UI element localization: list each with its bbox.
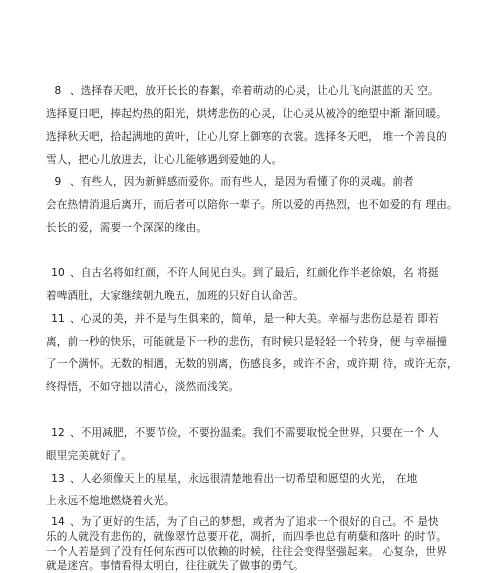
paragraph-8-line-1 [46,84,466,98]
paragraph-10-line-1 [46,266,466,280]
paragraph-number: 9 [54,176,62,188]
paragraph-8-line-3: 选择秋天吧，拾起满地的黄叶，让心儿穿上御寒的衣裳。选择冬天吧， 堆一个善良的 [46,131,448,143]
paragraph-text: 、自古名将如红颜，不许人间见白头。到了最后，红颜化作半老徐娘，名 将挺 [70,267,439,279]
paragraph-text: 、心灵的美，并不是与生俱来的，简单，是一种大美。幸福与悲伤总是若 即若 [70,313,439,325]
paragraph-8-line-4: 雪人，把心儿放进去，让心儿能够遇到爱她的人。 [46,154,283,166]
paragraph-11-line-1 [46,312,466,326]
paragraph-13-line-2: 上永远不熄地燃烧着火光。 [46,495,175,507]
paragraph-10-line-2: 着啤酒肚，大家继续朝九晚五，加班的只好自认命苦。 [46,290,304,302]
paragraph-text: 、选择春天吧，放开长长的春絮，牵着萌动的心灵，让心儿飞向湛蓝的天 空。 [70,85,439,97]
paragraph-number: 11 [51,313,65,325]
paragraph-number: 13 [51,473,65,485]
paragraph-9-line-2: 会在热情消退后离开，而后者可以陪你一辈子。所以爱的再热烈，也不如爱的有 理由。 [46,199,458,211]
paragraph-text: 、不用减肥，不要节俭，不要扮温柔。我们不需要取悦全世界，只要在一个 人 [70,427,439,439]
paragraph-number: 10 [51,267,65,279]
paragraph-number: 12 [51,427,65,439]
paragraph-14-line-3: 一个人若是到了没有任何东西可以依赖的时候，往往会变得坚强起来。 心复杂，世界 [46,546,448,558]
paragraph-text: 、有些人，因为新鲜感而爱你。而有些人，是因为看懂了你的灵魂。前者 [70,176,414,188]
paragraph-13-line-1 [46,472,466,486]
paragraph-11-line-2: 离，前一秒的快乐，可能就是下一秒的悲伤，有时候只是轻轻一个转身，便 与幸福撞 [46,336,448,348]
paragraph-11-line-3: 了一个满怀。无数的相遇，无数的别离，伤感良多，或许不舍，或许期 待，或许无奈， [46,358,458,370]
paragraph-9-line-3: 长长的爱，需要一个深深的缘由。 [46,222,208,234]
paragraph-9-line-1 [46,175,466,189]
paragraph-14-line-1 [46,515,466,529]
paragraph-14-line-4: 就是迷宫。事情看得太明白，往往就失了做事的勇气。 [46,560,304,572]
paragraph-number: 8 [54,85,62,97]
paragraph-12-line-1 [46,426,466,440]
paragraph-8-line-2: 选择夏日吧，捧起灼热的阳光，烘烤悲伤的心灵，让心灵从被冷的绝望中渐 渐回暖。 [46,108,448,120]
paragraph-text: 、为了更好的生活，为了自己的梦想，或者为了追求一个很好的自己。不 是快 [70,516,439,528]
paragraph-14-line-2: 乐的人就没有悲伤的，就像翠竹总要开花，凋折，而四季也总有萌蘖和落叶 的时节。 [46,531,448,543]
paragraph-text: 、人必须像天上的星星，永远很清楚地看出一切希望和愿望的火光， 在地 [70,473,418,485]
paragraph-number: 14 [51,516,65,528]
paragraph-12-line-2: 眼里完美就好了。 [46,450,132,462]
paragraph-11-line-4: 终得悟，不如守拙以清心，淡然而浅笑。 [46,381,240,393]
